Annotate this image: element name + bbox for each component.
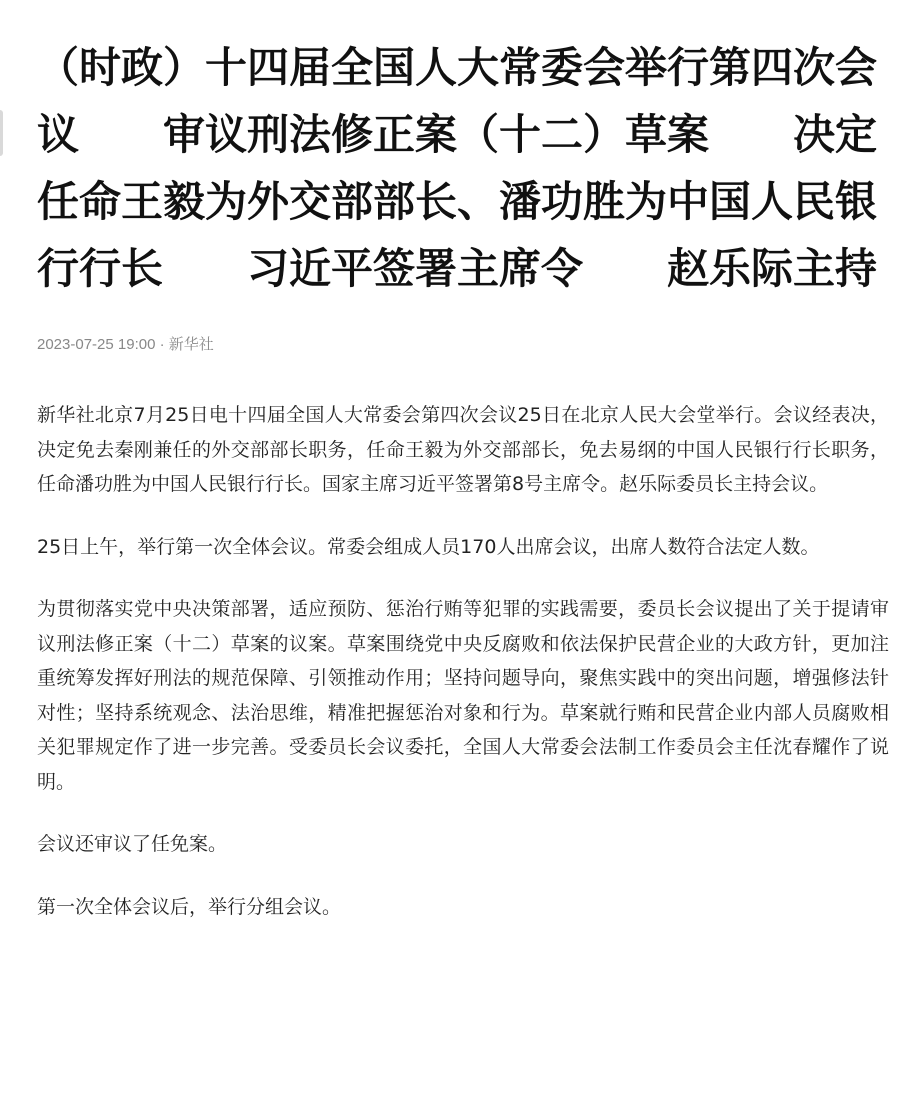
publish-datetime: 2023-07-25 19:00: [37, 336, 156, 353]
paragraph: 为贯彻落实党中央决策部署，适应预防、惩治行贿等犯罪的实践需要，委员长会议提出了关于提请审议刑法修正案（十二）草案的议案。草案围绕党中央反腐败和依法保护民营企业的大政方针，更加注重统筹发挥好刑法的规范保障、引领推动作用；坚持问题导向，聚焦实践中的突出问题，增强修法针对性；坚持系统观念、法治思维，精准把握惩治对象和行为。草案就行贿和民营企业内部人员腐败相关犯罪规定作了进一步完善。受委员长会议委托，全国人大常委会法制工作委员会主任沈春耀作了说明。: [37, 598, 889, 793]
paragraph: 25日上午，举行第一次全体会议。常委会组成人员170人出席会议，出席人数符合法定人数。: [37, 535, 820, 558]
source-name: 新华社: [168, 336, 214, 353]
paragraph: 会议还审议了任免案。: [37, 833, 228, 855]
article-title: （时政）十四届全国人大常委会举行第四次会议 审议刑法修正案（十二）草案 决定任命王毅为外交部部长、潘功胜为中国人民银行行长 习近平签署主席令 赵乐际主持: [37, 43, 878, 293]
paragraph: 第一次全体会议后，举行分组会议。: [37, 895, 342, 918]
article: [37, 34, 889, 952]
article-body: [37, 398, 889, 924]
meta-separator: ·: [155, 336, 169, 353]
scroll-edge-indicator: [0, 110, 3, 156]
article-meta: [37, 334, 889, 356]
paragraph: 新华社北京7月25日电十四届全国人大常委会第四次会议25日在北京人民大会堂举行。会议经表决，决定免去秦刚兼任的外交部部长职务，任命王毅为外交部部长，免去易纲的中国人民银行行长职务，任命潘功胜为中国人民银行行长。国家主席习近平签署第8号主席令。赵乐际委员长主持会议。: [37, 404, 889, 495]
